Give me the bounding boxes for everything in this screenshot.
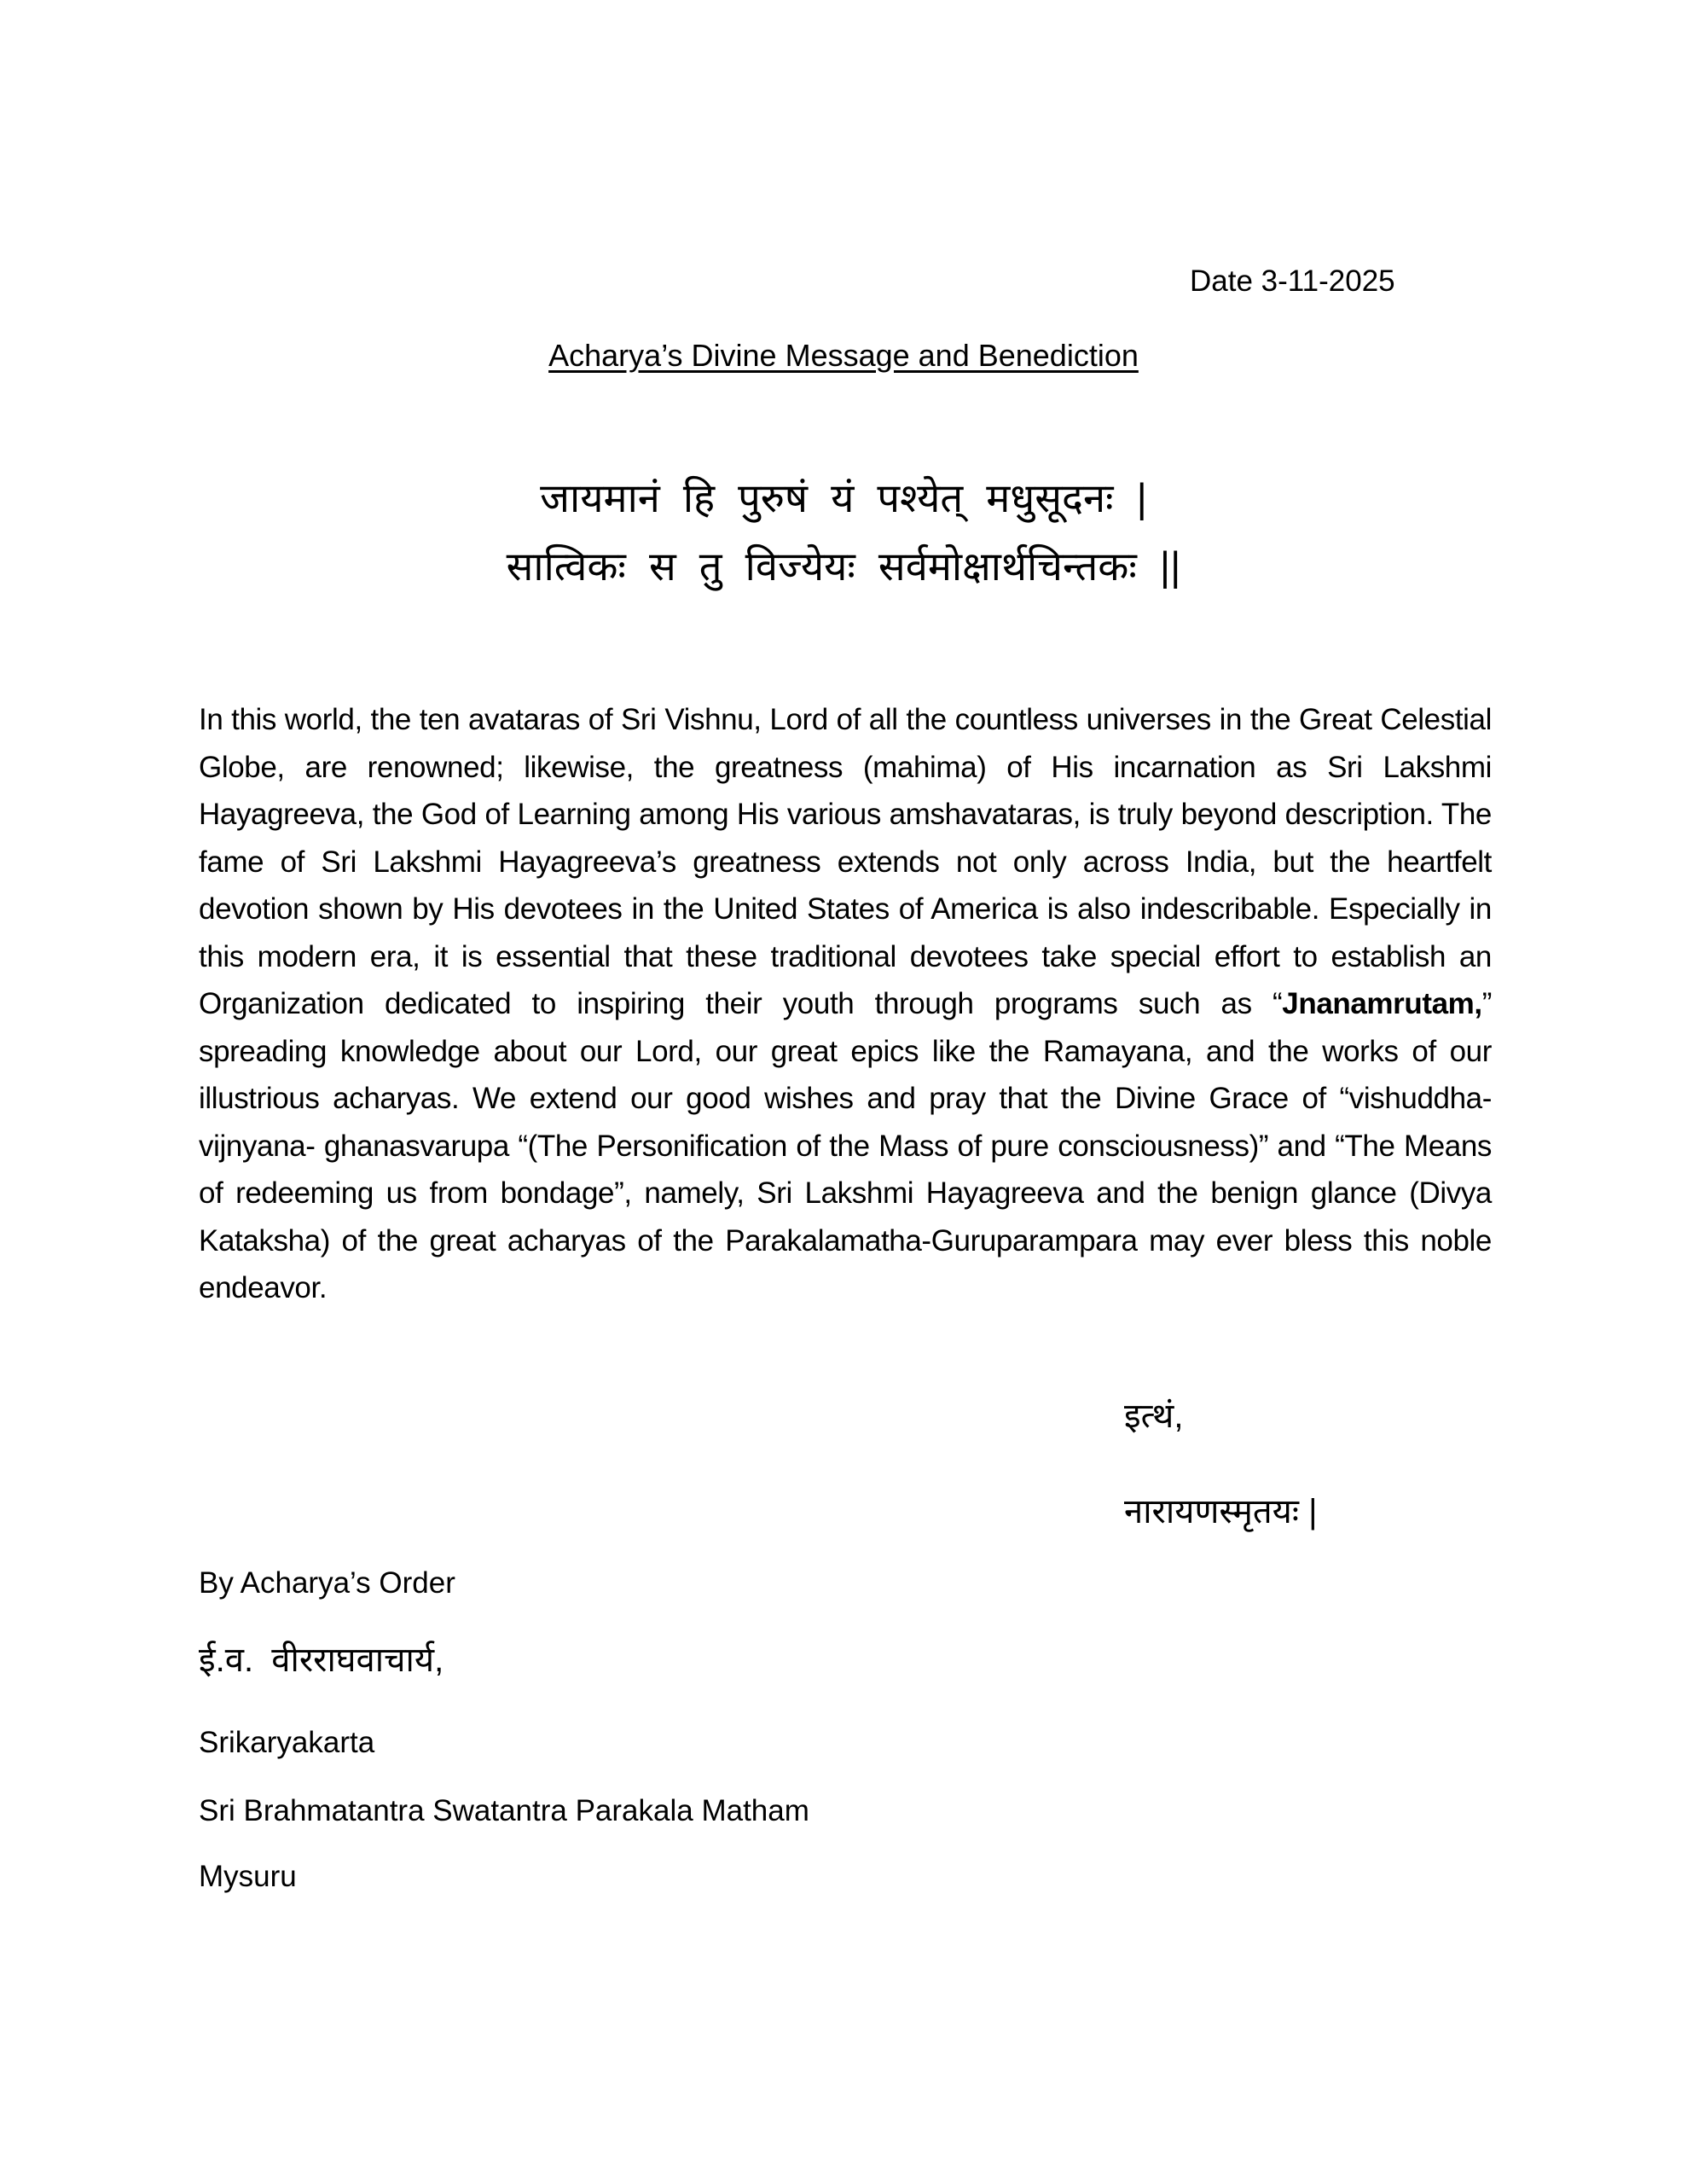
body-text-bold-program-name: Jnanamrutam, — [1282, 987, 1482, 1020]
document-title: Acharya’s Divine Message and Benediction — [548, 338, 1139, 373]
body-paragraph — [199, 696, 1492, 1312]
signature-name: ई.व. वीरराघवाचार्य, — [199, 1641, 444, 1679]
closing-salutation-line-1: इत्थं, — [1124, 1397, 1184, 1435]
date-line: Date 3-11-2025 — [1190, 264, 1395, 298]
signature-city: Mysuru — [199, 1860, 297, 1893]
signature-by-order: By Acharya’s Order — [199, 1566, 455, 1600]
sanskrit-verse-line-2: सात्विकः स तु विज्येयः सर्वमोक्षार्थचिन्तकः || — [506, 543, 1181, 589]
sanskrit-verse-line-1: जायमानं हि पुरुषं यं पश्येत् मधुसूदनः | — [540, 475, 1147, 520]
closing-salutation-line-2: नारायणस्मृतयः | — [1124, 1493, 1318, 1531]
signature-institution: Sri Brahmatantra Swatantra Parakala Matham — [199, 1794, 809, 1827]
signature-role: Srikaryakarta — [199, 1726, 375, 1759]
body-text-after-bold: ” spreading knowledge about our Lord, our great epics like the Ramayana, and the works of our illustrious acharyas. We extend our good wishes and pray that the Divine Grace of “vishuddha- vijnyana- ghanasvarupa “(The Personification of the Mass of pure consciousness)” and “The Means of redeeming us from bondage”, namely, Sri Lakshmi Hayagreeva and the benign glance (Divya Kataksha) of the great acharyas of the Parakalamatha-Guruparampara may ever bless this noble endeavor. — [199, 987, 1492, 1304]
body-text-before-bold: In this world, the ten avataras of Sri Vishnu, Lord of all the countless universes in the Great Celestial Globe, are renowned; likewise, the greatness (mahima) of His incarnation as Sri Lakshmi Hayagreeva, the God of Learning among His various amshavataras, is truly beyond description. The fame of Sri Lakshmi Hayagreeva’s greatness extends not only across India, but the heartfelt devotion shown by His devotees in the United States of America is also indescribable. Especially in this modern era, it is essential that these traditional devotees take special effort to establish an Organization dedicated to inspiring their youth through programs such as “ — [199, 703, 1492, 1020]
